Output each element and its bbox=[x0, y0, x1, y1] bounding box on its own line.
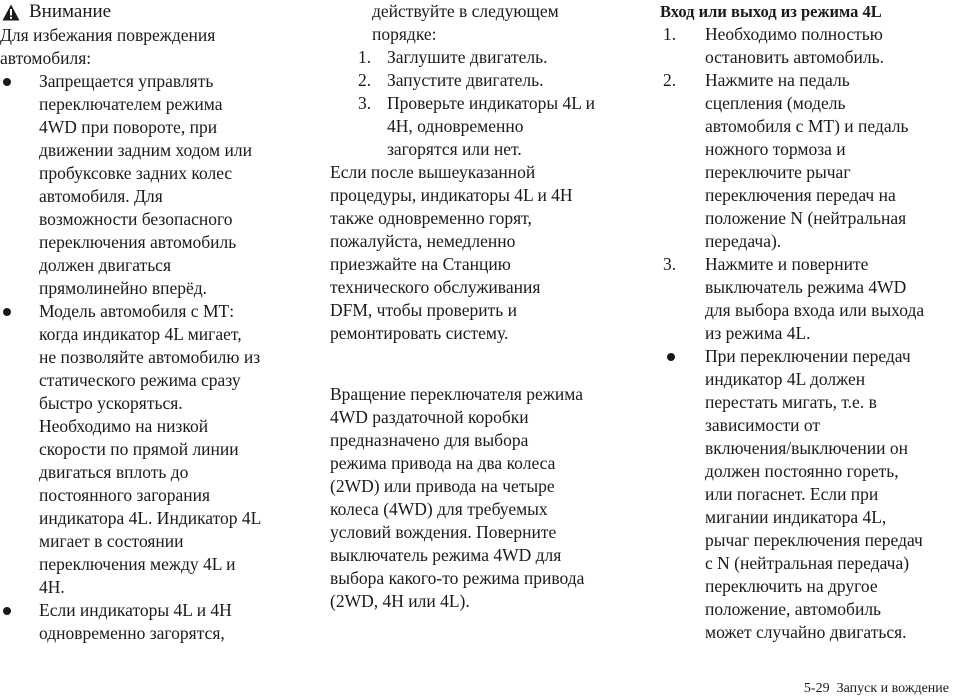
text-line: передача). bbox=[705, 231, 782, 251]
text-line: переключить на другое bbox=[705, 576, 878, 596]
step-number: 1. bbox=[663, 24, 677, 44]
text-line: пробуксовке задних колес bbox=[39, 163, 233, 183]
text-line: выключатель режима 4WD bbox=[705, 277, 907, 297]
text-line: колеса (4WD) для требуемых bbox=[330, 499, 548, 519]
step-number: 1. bbox=[358, 47, 372, 67]
section-step bbox=[660, 253, 955, 345]
step-number: 3. bbox=[358, 93, 372, 113]
text-line: технического обслуживания bbox=[330, 277, 541, 297]
text-line: 4H, одновременно bbox=[387, 116, 524, 136]
text-line: ножного тормоза и bbox=[705, 139, 846, 159]
text-line: Нажмите и поверните bbox=[705, 254, 869, 274]
warning-bullet-continuation bbox=[330, 0, 630, 46]
text-line: прямолинейно вперёд. bbox=[39, 278, 208, 298]
text-line: (2WD, 4H или 4L). bbox=[330, 591, 470, 611]
text-line: Необходимо полностью bbox=[705, 24, 883, 44]
warning-step bbox=[330, 92, 630, 161]
text-line: мигании индикатора 4L, bbox=[705, 507, 887, 527]
warning-title: Внимание bbox=[29, 1, 112, 22]
text-line: перестать мигать, т.е. в bbox=[705, 392, 877, 412]
text-line: одновременно загорятся, bbox=[39, 623, 225, 643]
text-line: включения/выключении он bbox=[705, 438, 908, 458]
text-line: режима привода на два колеса bbox=[330, 453, 556, 473]
text-line: индикатора 4L. Индикатор 4L bbox=[39, 508, 262, 528]
bullet-icon bbox=[3, 78, 11, 86]
text-line: выбора какого-то режима привода bbox=[330, 568, 585, 588]
text-line: статического режима сразу bbox=[39, 370, 241, 390]
description-paragraph bbox=[330, 383, 630, 613]
text-line: возможности безопасного bbox=[39, 209, 233, 229]
text-line: скорости по прямой линии bbox=[39, 439, 239, 459]
text-line: условий вождения. Поверните bbox=[330, 522, 557, 542]
text-line: Для избежания повреждения bbox=[0, 25, 216, 45]
text-line: автомобиля. Для bbox=[39, 186, 163, 206]
text-line: автомобиля с МТ) и педаль bbox=[705, 116, 909, 136]
column-middle bbox=[330, 0, 630, 613]
text-line: пожалуйста, немедленно bbox=[330, 231, 516, 251]
warning-intro bbox=[0, 24, 305, 70]
text-line: загорятся или нет. bbox=[387, 139, 522, 159]
section-note bbox=[660, 345, 955, 644]
text-line: Запустите двигатель. bbox=[387, 70, 544, 90]
section-title: Вход или выход из режима 4L bbox=[660, 2, 882, 21]
text-line: сцепления (модель bbox=[705, 93, 846, 113]
text-line: Модель автомобиля с МТ: bbox=[39, 301, 235, 321]
text-line: когда индикатор 4L мигает, bbox=[39, 324, 242, 344]
text-line: 4WD раздаточной коробки bbox=[330, 407, 529, 427]
text-line: постоянного загорания bbox=[39, 485, 211, 505]
warning-bullet bbox=[0, 599, 305, 645]
warning-after-steps bbox=[330, 161, 630, 345]
text-line: рычаг переключения передач bbox=[705, 530, 923, 550]
text-line: Нажмите на педаль bbox=[705, 70, 850, 90]
text-line: также одновременно горят, bbox=[330, 208, 532, 228]
text-line: Если индикаторы 4L и 4H bbox=[39, 600, 232, 620]
text-line: мигает в состоянии bbox=[39, 531, 184, 551]
text-line: Если после вышеуказанной bbox=[330, 162, 536, 182]
step-number: 3. bbox=[663, 254, 677, 274]
text-line: процедуры, индикаторы 4L и 4H bbox=[330, 185, 573, 205]
text-line: положение N (нейтральная bbox=[705, 208, 907, 228]
text-line: приезжайте на Станцию bbox=[330, 254, 511, 274]
text-line: При переключении передач bbox=[705, 346, 911, 366]
page-footer bbox=[804, 680, 949, 698]
text-line: переключите рычаг bbox=[705, 162, 851, 182]
text-line: движении задним ходом или bbox=[39, 140, 252, 160]
page-number: 5-29 bbox=[803, 681, 830, 696]
text-line: автомобиля: bbox=[0, 48, 92, 68]
text-line: выключатель режима 4WD для bbox=[330, 545, 562, 565]
text-line: не позволяйте автомобилю из bbox=[39, 347, 261, 367]
text-line: или погаснет. Если при bbox=[705, 484, 879, 504]
text-line: должен двигаться bbox=[39, 255, 171, 275]
text-line: зависимости от bbox=[705, 415, 821, 435]
text-line: 4WD при повороте, при bbox=[39, 117, 218, 137]
text-line: из режима 4L. bbox=[705, 323, 811, 343]
text-line: Необходимо на низкой bbox=[39, 416, 209, 436]
text-line: переключателем режима bbox=[39, 94, 223, 114]
text-line: индикатор 4L должен bbox=[705, 369, 866, 389]
text-line: Проверьте индикаторы 4L и bbox=[387, 93, 596, 113]
text-line: (2WD) или привода на четыре bbox=[330, 476, 555, 496]
text-line: Запрещается управлять bbox=[39, 71, 214, 91]
text-line: с N (нейтральная передача) bbox=[705, 553, 910, 573]
step-number: 2. bbox=[358, 70, 372, 90]
text-line: может случайно двигаться. bbox=[705, 622, 907, 642]
warning-triangle-icon bbox=[2, 4, 20, 21]
text-line: должен постоянно гореть, bbox=[705, 461, 899, 481]
column-left bbox=[0, 0, 305, 645]
section-step bbox=[660, 23, 955, 69]
text-line: для выбора входа или выхода bbox=[705, 300, 925, 320]
step-number: 2. bbox=[663, 70, 677, 90]
bullet-icon bbox=[3, 607, 11, 615]
text-line: остановить автомобиль. bbox=[705, 47, 884, 67]
text-line: DFM, чтобы проверить и bbox=[330, 300, 517, 320]
text-line: действуйте в следующем bbox=[372, 1, 559, 21]
text-line: предназначено для выбора bbox=[330, 430, 529, 450]
section-step bbox=[660, 69, 955, 253]
text-line: переключения между 4L и bbox=[39, 554, 236, 574]
text-line: переключения автомобиль bbox=[39, 232, 237, 252]
text-line: 4H. bbox=[39, 577, 65, 597]
text-line: Заглушите двигатель. bbox=[387, 47, 548, 67]
text-line: двигаться вплоть до bbox=[39, 462, 189, 482]
warning-heading bbox=[0, 0, 305, 24]
bullet-icon bbox=[3, 308, 11, 316]
text-line: положение, автомобиль bbox=[705, 599, 882, 619]
warning-bullet bbox=[0, 300, 305, 599]
text-line: переключения передач на bbox=[705, 185, 896, 205]
warning-step bbox=[330, 69, 630, 92]
text-line: быстро ускоряться. bbox=[39, 393, 183, 413]
warning-step bbox=[330, 46, 630, 69]
warning-bullet bbox=[0, 70, 305, 300]
column-right bbox=[660, 0, 955, 644]
chapter-title: Запуск и вождение bbox=[836, 681, 949, 696]
text-line: порядке: bbox=[372, 24, 437, 44]
text-line: ремонтировать систему. bbox=[330, 323, 509, 343]
text-line: Вращение переключателя режима bbox=[330, 384, 583, 404]
bullet-icon bbox=[667, 353, 675, 361]
